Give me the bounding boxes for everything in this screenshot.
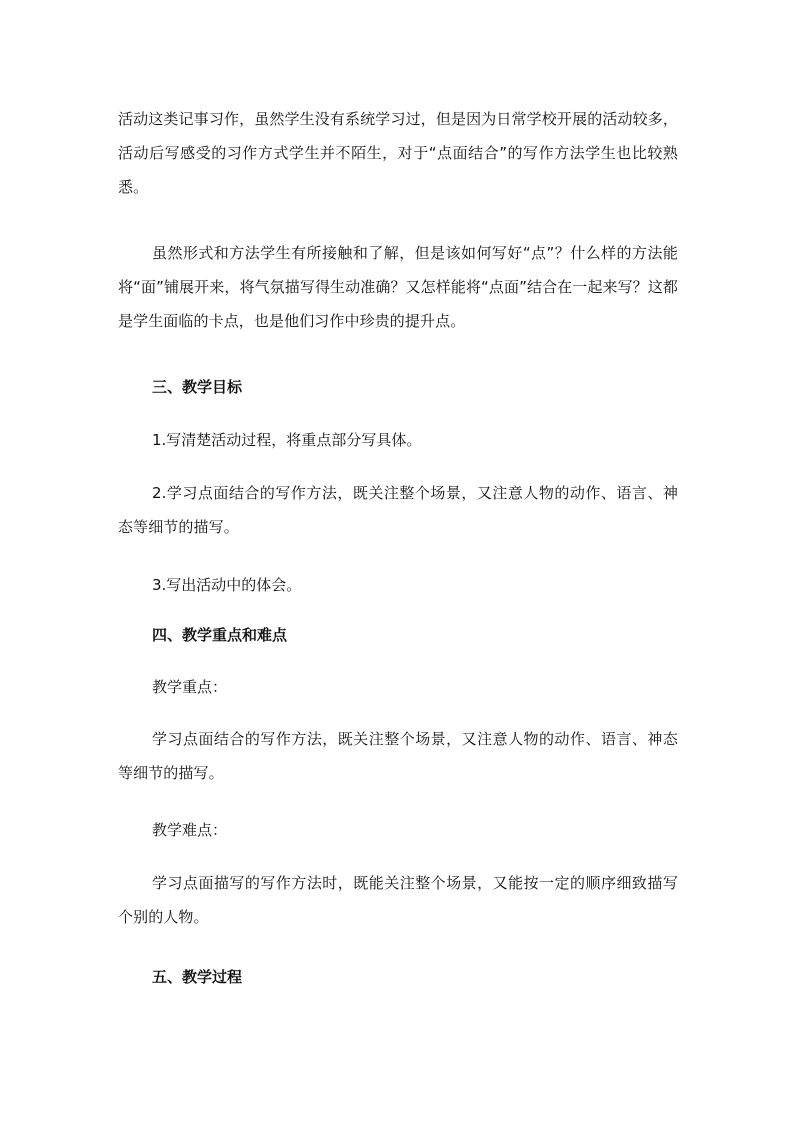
heading-key-points: 四、教学重点和难点 <box>152 626 288 644</box>
heading-teaching-goals: 三、教学目标 <box>152 378 243 396</box>
paragraph-activity-writing: 活动这类记事习作，虽然学生没有系统学习过，但是因为日常学校开展的活动较多，活动后写感受的习作方式学生并不陌生，对于“点面结合”的写作方法学生也比较熟悉。 <box>118 110 678 196</box>
goal-item-3: 3.写出活动中的体会。 <box>152 576 302 594</box>
paragraph-difficulty-analysis: 虽然形式和方法学生有所接触和了解，但是该如何写好“点”？什么样的方法能将“面”铺展开来，将气氛描写得生动准确？又怎样能将“点面”结合在一起来写？这都是学生面临的卡点，也是他们习作中珍贵的提升点。 <box>118 244 678 330</box>
key-point-label: 教学重点： <box>152 678 228 696</box>
key-point-text: 学习点面结合的写作方法，既关注整个场景，又注意人物的动作、语言、神态等细节的描写。 <box>118 730 678 782</box>
goal-item-2: 2.学习点面结合的写作方法，既关注整个场景，又注意人物的动作、语言、神态等细节的描写。 <box>118 484 678 536</box>
difficulty-label: 教学难点： <box>152 821 228 839</box>
goal-item-1: 1.写清楚活动过程，将重点部分写具体。 <box>152 431 422 449</box>
heading-teaching-process: 五、教学过程 <box>152 968 243 986</box>
difficulty-text: 学习点面描写的写作方法时，既能关注整个场景，又能按一定的顺序细致描写个别的人物。 <box>118 874 678 926</box>
